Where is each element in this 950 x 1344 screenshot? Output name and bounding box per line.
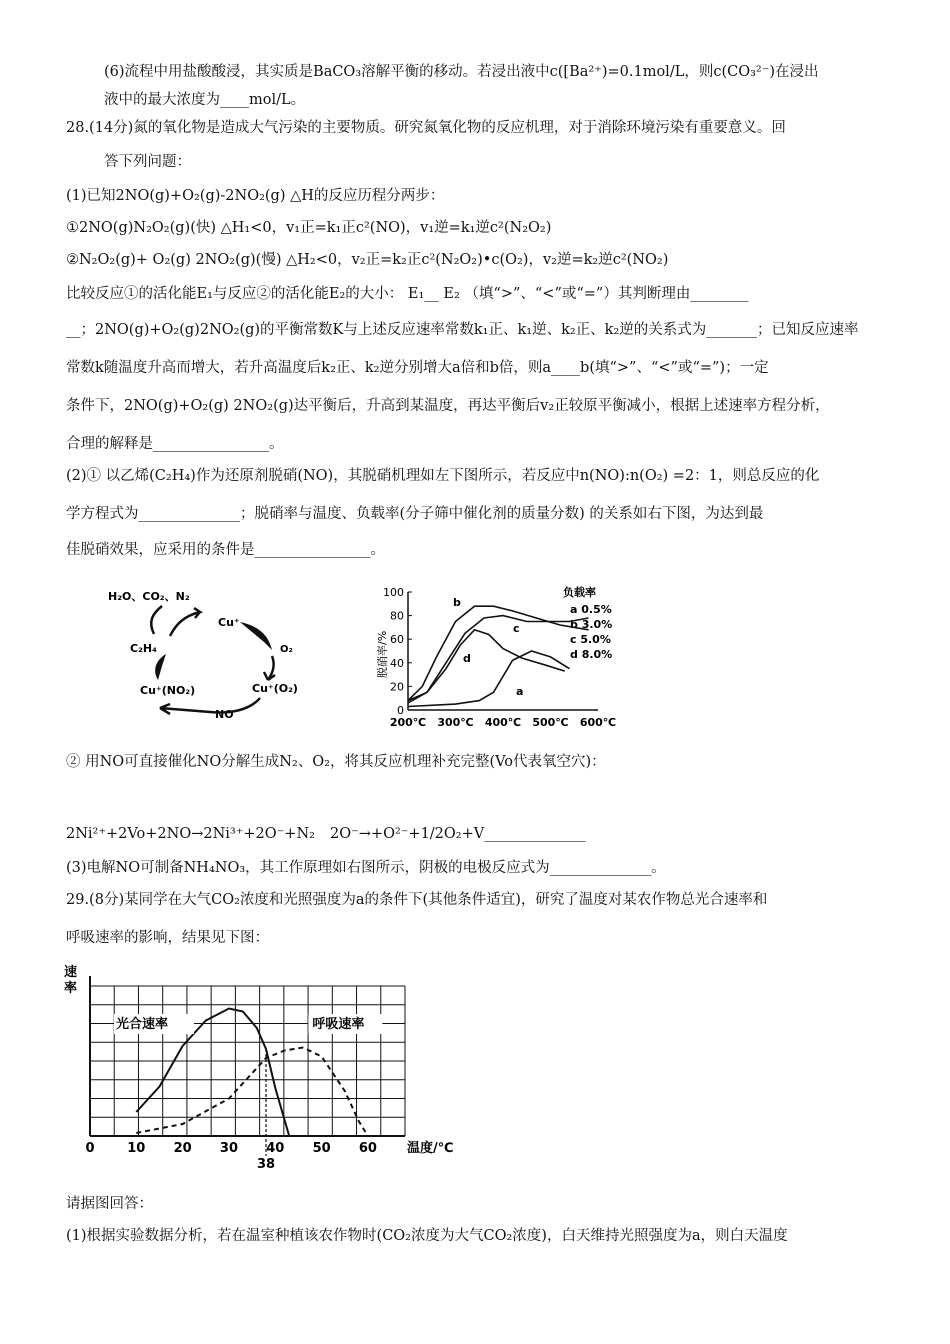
chart2-label-photosynthesis: 光合速率 [116,1017,169,1032]
chart2-ylabel-2: 率 [64,981,78,996]
chart1-series-b [408,606,589,700]
chart2-x-tick-label: 10 [127,1141,146,1156]
chart2-ylabel: 速 [64,965,78,980]
text-line-7: ②N₂O₂(g)+ O₂(g) 2NO₂(g)(慢) △H₂<0，v₂正=k₂正c²(N₂O₂)•c(O₂)，v₂逆=k₂逆c²(NO₂) [66,252,669,268]
text-line-15: 佳脱硝效果，应采用的条件是________________。 [66,542,385,558]
question-29-header: 29.(8分)某同学在大气CO₂浓度和光照强度为a的条件下(其他条件适宜)，研究了温度对某农作物总光合速率和 [66,892,768,908]
chart1-y-tick-label: 100 [383,586,404,599]
chart1-legend-a: a 0.5% [570,603,612,616]
text-line-10: 常数k随温度升高而增大，若升高温度后k₂正、k₂逆分别增大a倍和b倍，则a____b(填“>”、“<”或“=”)；一定 [66,360,769,376]
denitration-rate-chart [358,580,638,730]
chart1-curve-label-d: d [463,652,471,665]
chart2-x-tick-label: 0 [85,1141,95,1156]
chart1-y-tick-label: 40 [390,656,404,670]
chart1-series-a [408,651,570,707]
text-line-12: 合理的解释是________________。 [66,436,284,452]
text-line-5: (1)已知2NO(g)+O₂(g)-2NO₂(g) △H的反应历程分两步： [66,188,445,204]
mech-label-cu-plus: Cu⁺ [218,616,240,629]
chart2-x-tick-label: 40 [266,1141,285,1156]
arrow-top [170,608,200,636]
chart1-ylabel: 脱硝率/% [376,630,389,678]
chart1-curve-label-a: a [516,685,524,698]
chart1-curve-label-b: b [453,596,461,609]
chart1-x-tick-label: 200℃ [389,716,427,729]
mech-label-c2h4: C₂H₄ [130,642,157,655]
text-line-11: 条件下，2NO(g)+O₂(g) 2NO₂(g)达平衡后，升高到某温度，再达平衡后v₂正较原平衡减小，根据上述速率方程分析， [66,398,830,414]
chart1-x-tick-label: 300℃ [437,716,474,729]
chart1-curve-label-c: c [513,622,520,635]
chart1-series-d [408,630,565,701]
text-line-6: ①2NO(g)N₂O₂(g)(快) △H₁<0，v₁正=k₁正c²(NO)，v₁逆=k₁逆c²(N₂O₂) [66,220,552,236]
equation-1: 2Ni²⁺+2Vo+2NO→2Ni³⁺+2O⁻+N₂ [66,826,315,842]
chart2-x-tick-label: 20 [173,1141,192,1156]
equation-2: 2O⁻→+O²⁻+1/2O₂+V______________ [330,826,586,842]
chart1-y-tick-label: 60 [390,633,404,647]
chart2-label-respiration: 呼吸速率 [312,1017,365,1032]
mech-label-cu-o2: Cu⁺(O₂) [252,682,298,695]
rate-temperature-chart [60,960,480,1175]
text-line-14: 学方程式为______________；脱硝率与温度、负载率(分子筛中催化剂的质量分数) 的关系如右下图，为达到最 [66,506,764,522]
text-line-20: 呼吸速率的影响，结果见下图： [66,930,269,946]
chart2-x-tick-label: 50 [312,1141,331,1156]
chart1-y-tick-label: 80 [390,609,404,623]
text-line-1: (6)流程中用盐酸酸浸，其实质是BaCO₃溶解平衡的移动。若浸出液中c([Ba²⁺)=0.1mol/L，则c(CO₃²⁻)在浸出 [104,64,819,80]
text-line-2: 液中的最大浓度为____mol/L。 [104,92,306,108]
chart2-x-tick-38: 38 [256,1157,276,1172]
denitration-mechanism-diagram [100,580,320,730]
chart1-x-tick-label: 400℃ [484,716,522,729]
chart1-legend-d: d 8.0% [570,648,613,661]
chart1-y-tick-label: 20 [390,680,404,694]
chart1-legend-c: c 5.0% [570,633,611,646]
chart1-y-tick-label: 0 [397,704,404,717]
mech-label-o2: O₂ [280,644,293,655]
text-line-22: (1)根据实验数据分析，若在温室种植该农作物时(CO₂浓度为大气CO₂浓度)，白天维持光照强度为a，则白天温度 [66,1228,788,1244]
text-line-18: (3)电解NO可制备NH₄NO₃，其工作原理如右图所示，阴极的电极反应式为______________。 [66,860,666,876]
mech-label-no: NO [215,708,234,721]
text-line-21: 请据图回答： [66,1196,153,1212]
mech-label-cu-no2: Cu⁺(NO₂) [140,684,196,697]
arrow-left-up [155,654,166,680]
question-28-header: 28.(14分)氮的氧化物是造成大气污染的主要物质。研究氮氧化物的反应机理，对于消除环境污染有重要意义。回 [66,120,786,136]
chart1-legend-b: b 3.0% [570,618,613,631]
text-line-16: ② 用NO可直接催化NO分解生成N₂、O₂，将其反应机理补充完整(Vo代表氧空穴)： [66,754,606,770]
arrow-bottom [160,698,260,714]
chart2-x-tick-label: 30 [219,1141,239,1156]
text-line-4: 答下列问题： [104,154,191,170]
text-line-13: (2)① 以乙烯(C₂H₄)作为还原剂脱硝(NO)，其脱硝机理如左下图所示，若反应中n(NO):n(O₂) =2：1，则总反应的化 [66,468,820,484]
arrow-cu-to-o2 [240,622,272,650]
arrow-o2-down [264,656,275,680]
chart1-x-tick-label: 500℃ [532,716,569,729]
arrow-top-left [151,606,162,634]
chart1-x-tick-label: 600℃ [579,716,617,729]
chart2-x-tick-label: 60 [358,1141,377,1156]
text-line-9: __；2NO(g)+O₂(g)2NO₂(g)的平衡常数K与上述反应速率常数k₁正、k₁逆、k₂正、k₂逆的关系式为_______；已知反应速率 [66,322,859,338]
mech-label-products: H₂O、CO₂、N₂ [108,590,190,603]
chart1-legend-title: 负载率 [563,586,596,599]
text-line-8: 比较反应①的活化能E₁与反应②的活化能E₂的大小： E₁__ E₂ （填“>”、“<”或“=”）其判断理由________ [66,286,749,302]
chart2-xlabel: 温度/℃ [407,1141,454,1156]
